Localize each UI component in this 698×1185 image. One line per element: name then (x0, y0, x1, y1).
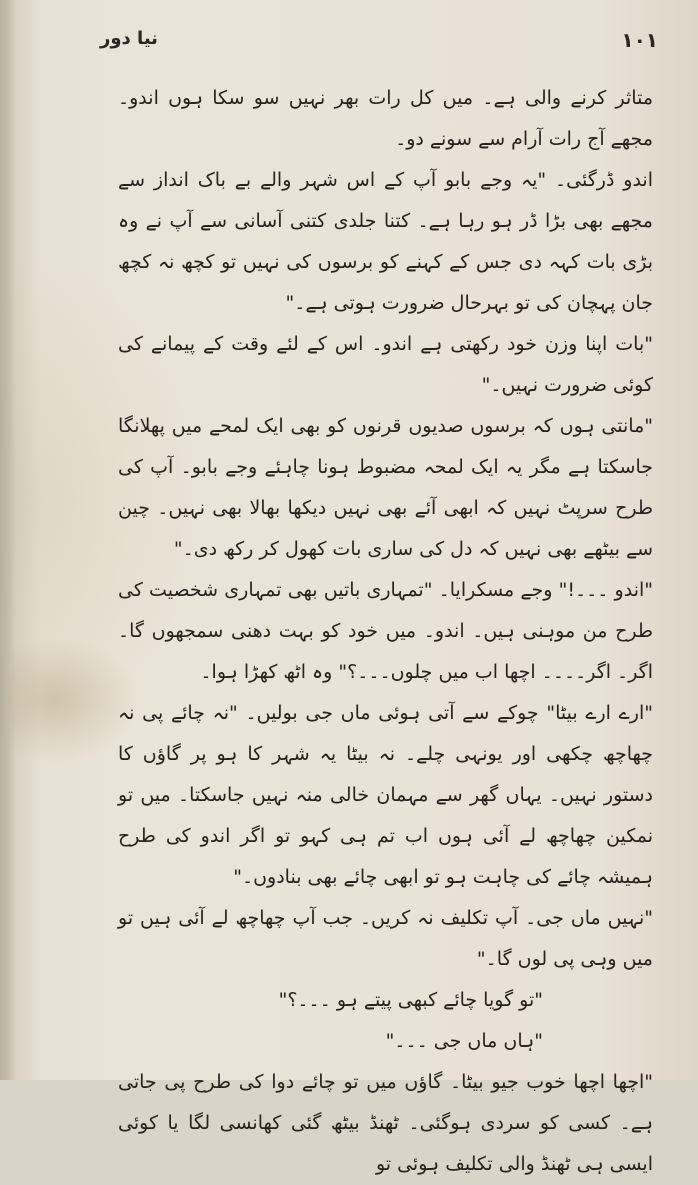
paragraph: "اچھا اچھا خوب جیو بیٹا۔ گاؤں میں تو چائے دوا کی طرح پی جاتی ہے۔ کسی کو سردی ہوگئی۔ ٹھنڈ بیٹھ گئی کھانسی لگا یا کوئی ایسی ہی ٹھنڈ والی تکلیف ہوئی تو (118, 1071, 653, 1175)
page-spine-shadow (0, 0, 16, 1080)
paragraph: "تو گویا چائے کبھی پیتے ہو ۔۔۔؟" (278, 989, 543, 1011)
paragraph: "مانتی ہوں کہ برسوں صدیوں قرنوں کو بھی ایک لمحے میں پھلانگا جاسکتا ہے مگر یہ ایک لمحہ مضبوط ہونا چاہئے وجے بابو۔ آپ کی طرح سرپٹ نہیں کہ ابھی آئے بھی نہیں دیکھا بھالا بھی نہیں۔ چین سے بیٹھے بھی نہیں کہ دل کی ساری بات کھول کر رکھ دی۔" (118, 415, 653, 560)
paragraph: متاثر کرنے والی ہے۔ میں کل رات بھر نہیں سو سکا ہوں اندو۔ مجھے آج رات آرام سے سونے دو۔ (118, 87, 653, 150)
paragraph: "ارے ارے بیٹا" چوکے سے آتی ہوئی ماں جی بولیں۔ "نہ چائے پی نہ چھاچھ چکھی اور یونہی چلے۔ نہ بیٹا یہ شہر کا ہو پر گاؤں کا دستور نہیں۔ یہاں گھر سے مہمان خالی منہ نہیں جاسکتا۔ میں تو نمکین چھاچھ لے آئی ہوں اب تم ہی کہو تو اگر اندو کی طرح ہمیشہ چائے کی چاہت ہو تو ابھی چائے بھی بنادوں۔" (118, 702, 653, 888)
paragraph: "ہاں ماں جی ۔۔۔" (385, 1030, 543, 1052)
page-header (100, 28, 658, 60)
body-text (118, 78, 653, 1175)
running-title: نیا دور (100, 28, 158, 49)
page-number: ۱۰۱ (621, 28, 658, 52)
paragraph: اندو ڈرگئی۔ "یہ وجے بابو آپ کے اس شہر والے بے باک انداز سے مجھے بھی بڑا ڈر ہو رہا ہے۔ کتنا جلدی کتنی آسانی سے آپ نے وہ بڑی بات کہہ دی جس کے کہنے کو برسوں کی نہیں تو کچھ نہ کچھ جان پہچان کی تو بہرحال ضرورت ہوتی ہے۔" (118, 169, 653, 314)
paragraph: "اندو ۔۔۔!" وجے مسکرایا۔ "تمہاری باتیں بھی تمہاری شخصیت کی طرح من موہنی ہیں۔ اندو۔ میں خود کو بہت دھنی سمجھوں گا۔ اگر۔ اگر۔۔۔۔ اچھا اب میں چلوں۔۔۔؟" وہ اٹھ کھڑا ہوا۔ (118, 579, 653, 683)
paragraph: "بات اپنا وزن خود رکھتی ہے اندو۔ اس کے لئے وقت کے پیمانے کی کوئی ضرورت نہیں۔" (118, 333, 653, 396)
paragraph: "نہیں ماں جی۔ آپ تکلیف نہ کریں۔ جب آپ چھاچھ لے آئی ہیں تو میں وہی پی لوں گا۔" (118, 907, 653, 970)
